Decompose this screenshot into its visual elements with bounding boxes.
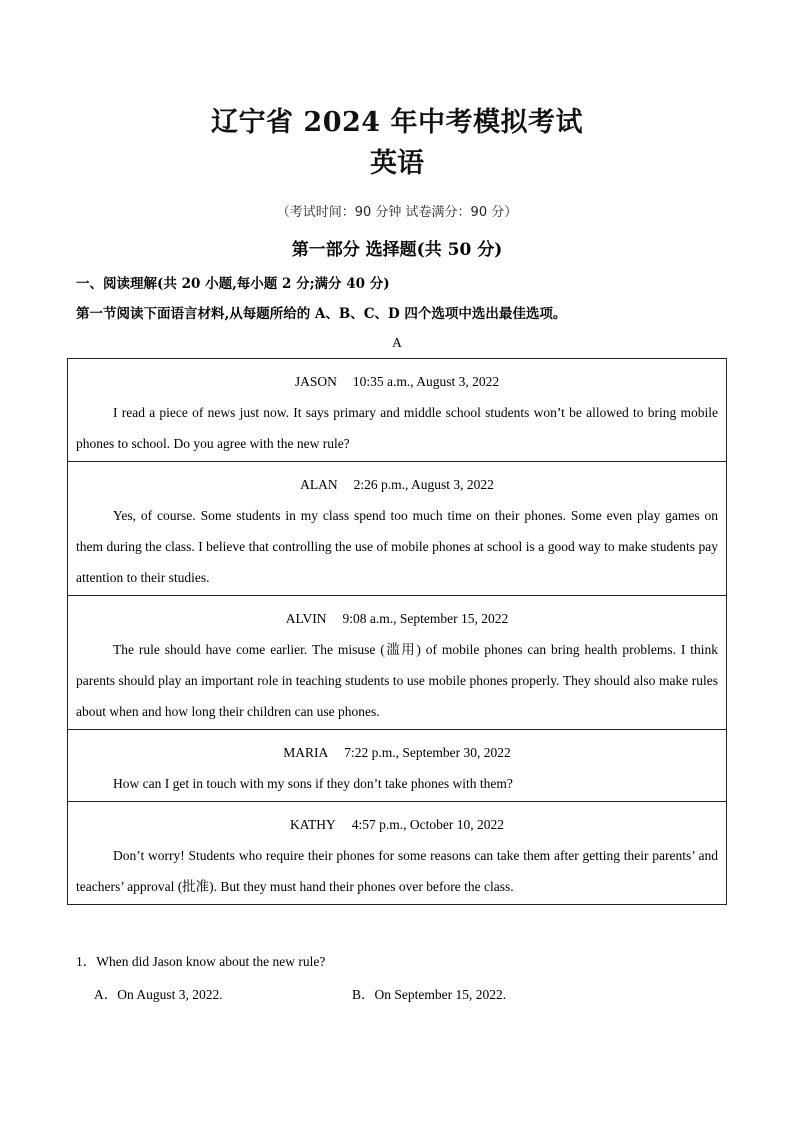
subject-title: 英语 — [370, 148, 424, 179]
forum-post — [68, 729, 726, 801]
post-author: ALAN — [300, 477, 338, 492]
post-author: KATHY — [290, 817, 336, 832]
question-1-option-a: A．On August 3, 2022. — [94, 987, 223, 1002]
post-header — [76, 470, 718, 500]
post-body: How can I get in touch with my sons if they don’t take phones with them? — [113, 776, 513, 791]
forum-post — [68, 595, 726, 729]
post-time: 2:26 p.m., August 3, 2022 — [353, 477, 494, 492]
post-body: I read a piece of news just now. It says primary and middle school students won’t be allowed to bring mobile phones to school. Do you agree with the new rule? — [76, 405, 718, 451]
post-body: Don’t worry! Students who require their phones for some reasons can take them after getting their parents’ and teachers’ approval (批准). But they must hand their phones over before the class. — [76, 848, 718, 894]
post-header — [76, 604, 718, 634]
post-author: MARIA — [283, 745, 329, 760]
post-time: 7:22 p.m., September 30, 2022 — [344, 745, 511, 760]
exam-info: （考试时间：90 分钟 试卷满分：90 分） — [276, 205, 518, 220]
post-time: 10:35 a.m., August 3, 2022 — [352, 374, 500, 389]
forum-post — [68, 801, 726, 904]
forum-posts-table — [67, 358, 727, 905]
post-body: Yes, of course. Some students in my class spend too much time on their phones. Some even play games on them during the class. I believe that controlling the use of mobile phones at school is a good way to make students pay attention to their studies. — [76, 508, 718, 585]
part-title: 第一部分 选择题(共 50 分) — [291, 240, 503, 260]
post-author: JASON — [294, 374, 337, 389]
post-header — [76, 810, 718, 840]
post-author: ALVIN — [285, 611, 327, 626]
question-1-option-b: B．On September 15, 2022. — [352, 987, 507, 1002]
post-body: The rule should have come earlier. The misuse (滥用) of mobile phones can bring health problems. I think parents should play an important role in teaching students to use mobile phones properly. They should also make rules about when and how long their children can use phones. — [76, 642, 718, 719]
post-time: 9:08 a.m., September 15, 2022 — [342, 611, 509, 626]
section-instructions: 第一节阅读下面语言材料,从每题所给的 A、B、C、D 四个选项中选出最佳选项。 — [76, 306, 567, 322]
post-header — [76, 367, 718, 397]
section-title: 一、阅读理解(共 20 小题,每小题 2 分;满分 40 分) — [76, 276, 390, 292]
forum-post — [68, 461, 726, 595]
post-time: 4:57 p.m., October 10, 2022 — [351, 817, 504, 832]
forum-post — [68, 359, 726, 461]
exam-title: 辽宁省 2024 年中考模拟考试 — [211, 107, 583, 138]
post-header — [76, 738, 718, 768]
passage-label: A — [392, 335, 402, 350]
question-1-stem: 1．When did Jason know about the new rule? — [76, 954, 326, 969]
